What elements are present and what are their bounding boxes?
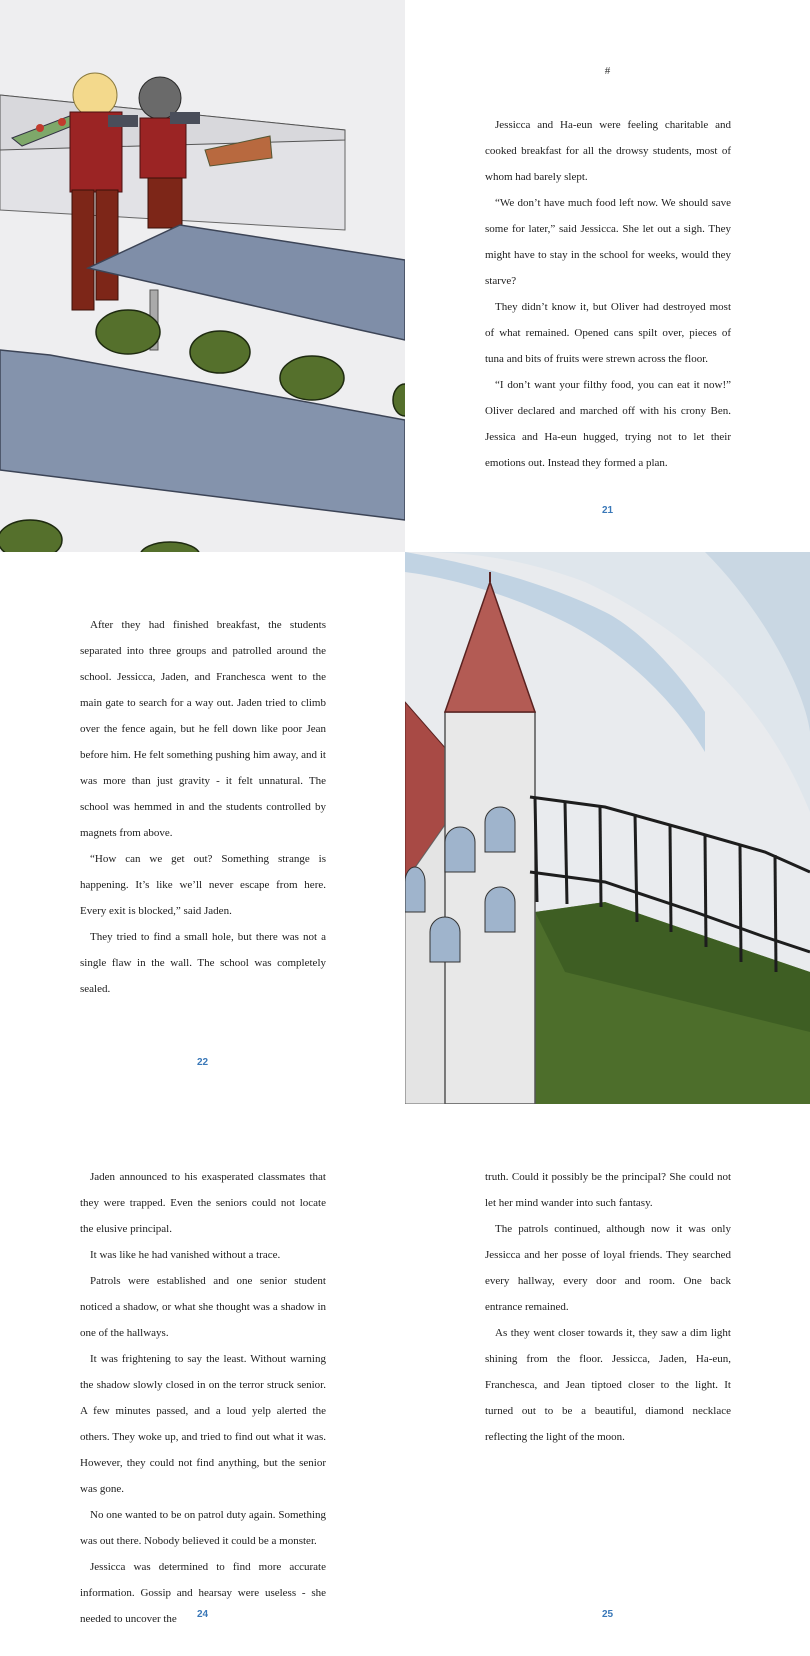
page-22-text [80, 612, 326, 1002]
page-24 [0, 1104, 405, 1656]
cafeteria-illustration [0, 0, 405, 552]
paragraph: It was frightening to say the least. Without warning the shadow slowly closed in on the terror struck senior. A few minutes passed, and a loud yelp alerted the others. They woke up, and tried to find out what it was. However, they could not find anything, but the senior was gone. [80, 1353, 326, 1495]
page-22 [0, 552, 405, 1104]
spread-1 [0, 0, 810, 552]
paragraph: No one wanted to be on patrol duty again. Something was out there. Nobody believed it could be a monster. [80, 1509, 326, 1547]
paragraph: truth. Could it possibly be the principal? She could not let her mind wander into such fantasy. [485, 1171, 731, 1209]
paragraph: Jessicca and Ha-eun were feeling charitable and cooked breakfast for all the drowsy students, most of whom had barely slept. [485, 119, 731, 183]
page-21 [405, 0, 810, 552]
paragraph: “We don’t have much food left now. We should save some for later,” said Jessicca. She let out a sigh. They might have to stay in the school for weeks, would they starve? [485, 197, 731, 287]
paragraph: They didn’t know it, but Oliver had destroyed most of what remained. Opened cans spilt over, pieces of tuna and bits of fruits were strewn across the floor. [485, 301, 731, 365]
page-number: 24 [196, 1609, 209, 1620]
paragraph: “I don’t want your filthy food, you can eat it now!” Oliver declared and marched off with his crony Ben. Jessica and Ha-eun hugged, trying not to let their emotions out. Instead they formed a plan. [485, 379, 731, 469]
page-25-text [485, 1164, 731, 1450]
page-24-text [80, 1164, 326, 1632]
paragraph: Patrols were established and one senior student noticed a shadow, or what she thought was a shadow in one of the hallways. [80, 1275, 326, 1339]
paragraph: The patrols continued, although now it was only Jessicca and her posse of loyal friends. They searched every hallway, every door and room. One back entrance remained. [485, 1223, 731, 1313]
paragraph: Jaden announced to his exasperated classmates that they were trapped. Even the seniors could not locate the elusive principal. [80, 1171, 326, 1235]
paragraph: It was like he had vanished without a trace. [90, 1249, 281, 1261]
spread-2 [0, 552, 810, 1104]
page-number: 22 [196, 1057, 209, 1068]
paragraph: “How can we get out? Something strange is happening. It’s like we’ll never escape from here. Every exit is blocked,” said Jaden. [80, 853, 326, 917]
paragraph: After they had finished breakfast, the students separated into three groups and patrolled around the school. Jessicca, Jaden, and Franchesca went to the main gate to search for a way out. Jaden tried to climb over the fence again, but he fell down like poor Jean before him. He felt something pushing him away, and it was more than just gravity - it felt unnatural. The school was hemmed in and the students controlled by magnets from above. [80, 619, 326, 839]
castle-illustration [405, 552, 810, 1104]
spread-3 [0, 1104, 810, 1656]
section-mark: # [604, 65, 611, 77]
page-number: 21 [601, 505, 614, 516]
paragraph: Jessicca was determined to find more accurate information. Gossip and hearsay were useless - she needed to uncover the [80, 1561, 326, 1625]
paragraph: They tried to find a small hole, but there was not a single flaw in the wall. The school was completely sealed. [80, 931, 326, 995]
paragraph: As they went closer towards it, they saw a dim light shining from the floor. Jessicca, Jaden, Ha-eun, Franchesca, and Jean tiptoed closer to the light. It turned out to be a beautiful, diamond necklace reflecting the light of the moon. [485, 1327, 731, 1443]
page-number: 25 [601, 1609, 614, 1620]
cafeteria-scene [0, 0, 405, 552]
page-21-text [485, 112, 731, 476]
page-25 [405, 1104, 810, 1656]
castle-scene [405, 552, 810, 1104]
